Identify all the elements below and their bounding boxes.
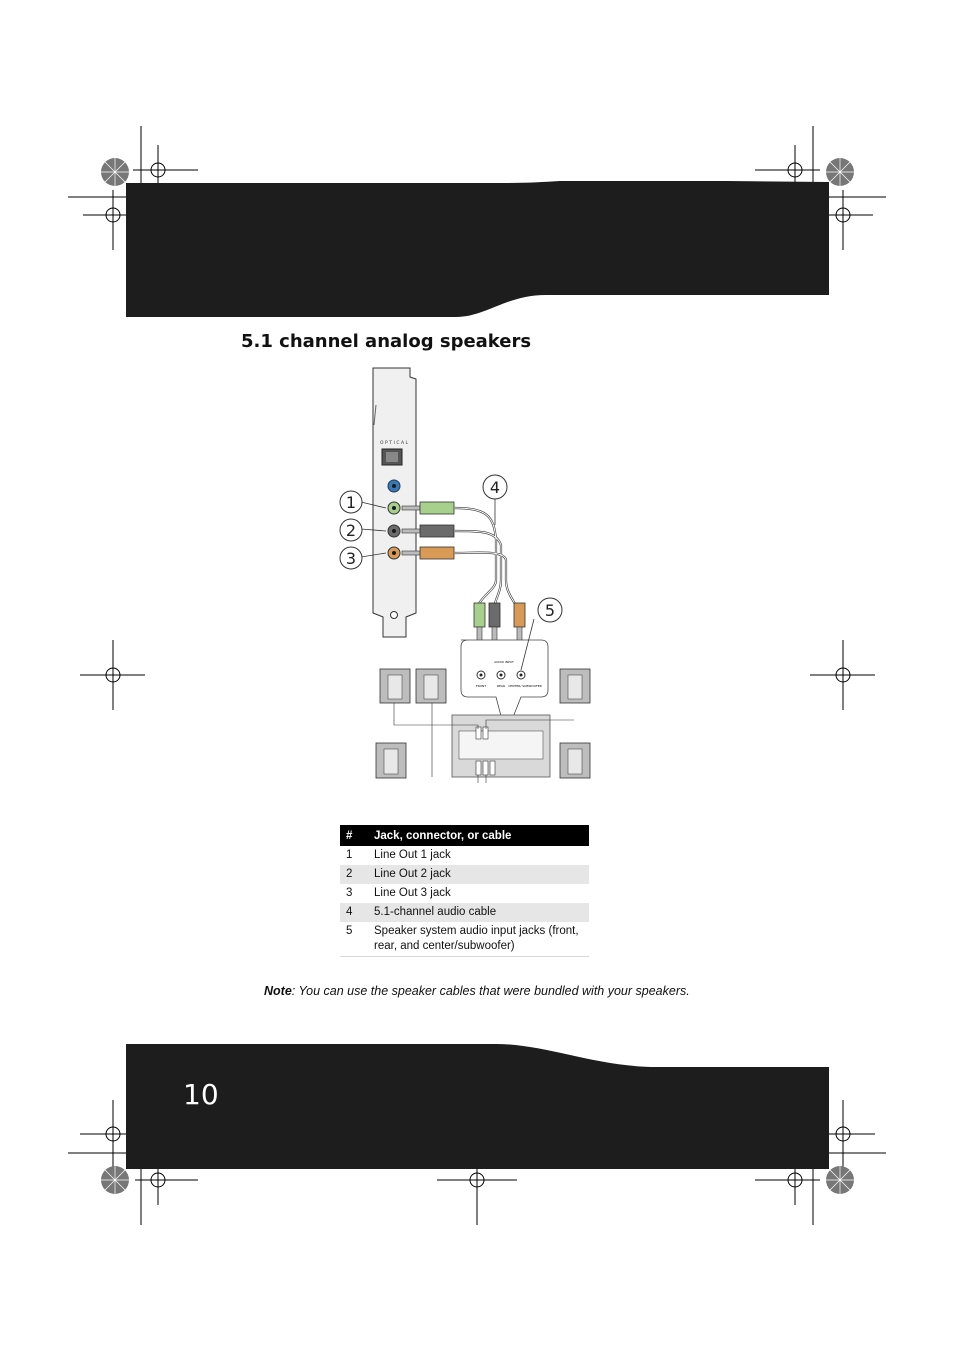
table-row	[340, 922, 589, 957]
section-heading: 5.1 channel analog speakers	[241, 331, 532, 352]
table-row	[340, 846, 589, 865]
row-desc: 5.1-channel audio cable	[370, 903, 589, 922]
center-label: CENTER/ SUBWOOFER	[508, 684, 542, 688]
header-band	[126, 181, 829, 318]
table-row	[340, 865, 589, 884]
row-num: 5	[340, 922, 370, 957]
callout-2: 2	[345, 521, 357, 540]
note-text: : You can use the speaker cables that were bundled with your speakers.	[291, 984, 690, 998]
audio-input-label: AUDIO INPUT	[494, 660, 514, 664]
row-num: 2	[340, 865, 370, 884]
optical-label: OPTICAL	[380, 441, 410, 446]
page-number: 10	[183, 1078, 219, 1111]
row-desc: Line Out 3 jack	[374, 887, 451, 899]
callout-1: 1	[345, 493, 357, 512]
rear-label: REAR	[496, 684, 506, 688]
callout-5: 5	[544, 601, 556, 620]
note-label: Note	[264, 984, 292, 998]
table-row	[340, 903, 589, 922]
table-header-num: #	[340, 825, 370, 846]
table-header-row	[340, 825, 589, 846]
footer-band	[126, 1043, 829, 1170]
row-num: 1	[346, 849, 353, 861]
front-label: FRONT	[475, 684, 487, 688]
table-row	[340, 884, 589, 903]
row-desc: Speaker system audio input jacks (front, rear, and center/subwoofer)	[370, 922, 589, 957]
cable-plugs-speaker	[474, 603, 525, 643]
legend-table	[340, 825, 589, 957]
row-num: 3	[346, 887, 353, 899]
row-num: 4	[340, 903, 370, 922]
callout-3: 3	[345, 549, 357, 568]
callout-4: 4	[489, 478, 501, 497]
row-desc: Line Out 1 jack	[374, 849, 451, 861]
row-desc: Line Out 2 jack	[370, 865, 589, 884]
table-header-desc: Jack, connector, or cable	[370, 825, 589, 846]
sound-card-bracket	[373, 368, 416, 637]
note	[264, 984, 690, 998]
connection-diagram	[336, 365, 592, 785]
